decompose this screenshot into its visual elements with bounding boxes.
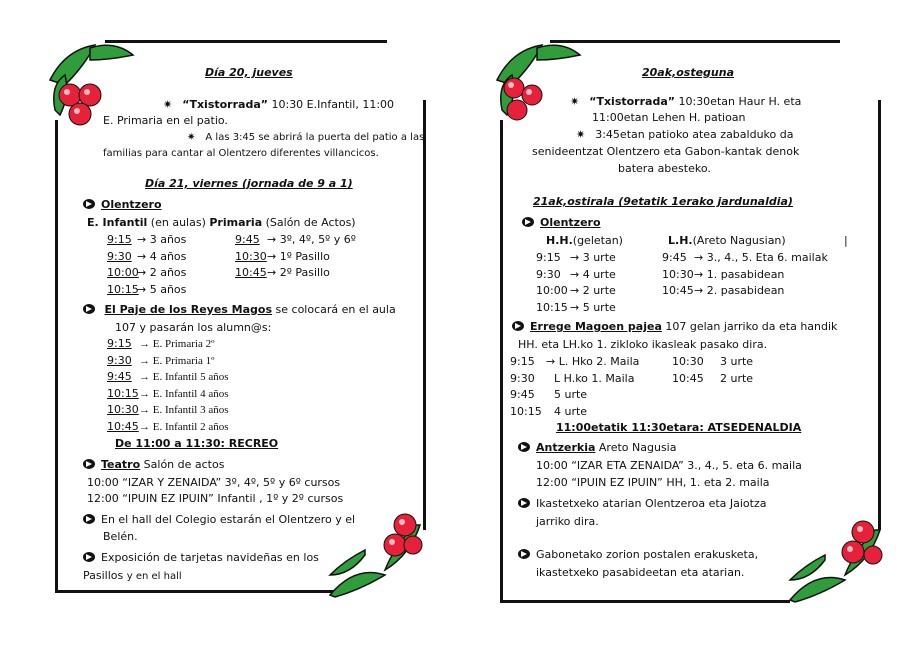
schedule-value: → 3 años — [137, 233, 187, 246]
bottom-border — [500, 600, 790, 603]
errege-time: 9:30 — [510, 371, 535, 385]
paje-value: → E. Primaria 1º — [139, 354, 215, 367]
schedule-value: → 4 urte — [570, 267, 616, 281]
hall-line: En el hall del Colegio estarán el Olentzero y el — [83, 513, 355, 527]
expo-line2: Pasillos y en el hall — [83, 569, 182, 582]
star-bullet-icon: ✷ — [570, 95, 580, 108]
schedule-value: → 5 años — [137, 282, 187, 296]
errege-time: 9:45 — [510, 388, 535, 401]
holly-icon — [45, 40, 135, 130]
recreo: De 11:00 a 11:30: RECREO — [115, 437, 279, 450]
teatro-line: Teatro Salón de actos — [83, 458, 224, 472]
txistorrada-line: ✷ “Txistorrada” 10:30 E.Infantil, 11:00 — [163, 98, 395, 111]
paje-time: 10:30 — [107, 403, 139, 416]
top-border — [550, 40, 840, 43]
arrow-bullet-icon — [518, 549, 530, 559]
schedule-time: 9:45 — [662, 251, 687, 264]
olentzero-heading: Olentzero — [83, 198, 162, 212]
schedule-time: 9:45 — [235, 233, 260, 246]
schedule-time: 9:15 — [107, 233, 132, 246]
paje-value: → E. Infantil 2 años — [139, 420, 229, 433]
patio-line: ✷ A las 3:45 se abrirá la puerta del patio a las — [187, 132, 425, 143]
schedule-value: → 5 urte — [570, 300, 616, 314]
antzerkia-line2: 12:00 “IPUIN EZ IPUIN” HH, 1. eta 2. maila — [536, 476, 770, 489]
schedule-time: 10:30 — [662, 267, 694, 281]
holly-icon — [492, 40, 582, 130]
schedule-value: → 2. pasabidean — [694, 284, 785, 297]
errege-value: 3 urte — [720, 355, 754, 368]
patio-line2: familias para cantar al Olentzero diferentes villancicos. — [103, 148, 379, 159]
stray-bar: | — [844, 234, 848, 247]
arrow-bullet-icon — [83, 552, 95, 562]
arrow-bullet-icon — [518, 498, 530, 508]
patio-line: ✷ 3:45etan patioko atea zabalduko da — [576, 128, 794, 141]
schedule-time: 9:30 — [536, 267, 561, 281]
paje-value: → E. Infantil 3 años — [139, 404, 229, 416]
day20-title: Día 20, jueves — [205, 66, 293, 79]
day20-title: 20ak,osteguna — [642, 66, 735, 79]
schedule-value: → 4 años — [137, 249, 187, 263]
bottom-border — [55, 590, 335, 593]
day21-title: 21ak,ostirala (9etatik 1erako jardunaldia) — [533, 195, 793, 208]
right-border — [423, 100, 426, 530]
arrow-bullet-icon — [83, 304, 95, 314]
schedule-value: → 1º Pasillo — [267, 249, 330, 263]
right-border — [878, 100, 881, 530]
star-bullet-icon: ✷ — [187, 132, 196, 143]
arrow-bullet-icon — [518, 442, 530, 452]
olentzero-heading: Olentzero — [522, 216, 601, 230]
errege-value: L H.ko 1. Maila — [554, 371, 635, 385]
gabon-line: Gabonetako zorion postalen erakusketa, — [518, 548, 758, 562]
schedule-value: → 3º, 4º, 5º y 6º — [267, 233, 356, 246]
olentzero-groups-lh: L.H.(Areto Nagusian) — [668, 234, 786, 247]
antzerkia-line: Antzerkia Areto Nagusia — [518, 441, 676, 455]
hall-line2: Belén. — [103, 530, 138, 543]
errege-value: 2 urte — [720, 371, 754, 385]
paje-time: 10:45 — [107, 419, 139, 433]
left-border — [55, 120, 58, 590]
paje-line: El Paje de los Reyes Magos se colocará en el aula — [83, 303, 396, 317]
schedule-time: 10:00 — [107, 266, 139, 279]
arrow-bullet-icon — [83, 459, 95, 469]
errege-time: 10:45 — [672, 371, 704, 385]
errege-time: 10:15 — [510, 404, 542, 418]
errege-line2: HH. eta LH.ko 1. zikloko ikasleak pasako dira. — [518, 338, 768, 351]
paje-line2: 107 y pasarán los alumn@s: — [115, 321, 272, 334]
olentzero-groups: H.H.(geletan) — [546, 234, 623, 247]
arrow-bullet-icon — [83, 199, 95, 209]
star-bullet-icon: ✷ — [163, 98, 173, 111]
patio-line3: batera abesteko. — [618, 162, 711, 175]
txistorrada-line2: E. Primaria en el patio. — [103, 114, 228, 127]
arrow-bullet-icon — [83, 514, 95, 524]
schedule-time: 9:15 — [536, 251, 561, 264]
arrow-bullet-icon — [522, 217, 534, 227]
gabon-line2: ikastetxeko pasabideetan eta atarian. — [536, 566, 745, 579]
errege-value: → L. Hko 2. Maila — [546, 355, 640, 368]
errege-value: 5 urte — [554, 388, 588, 401]
schedule-time: 10:45 — [235, 266, 267, 279]
errege-line: Errege Magoen pajea 107 gelan jarriko da eta handik — [512, 320, 837, 334]
ikastetxe-line2: jarriko dira. — [536, 515, 599, 528]
schedule-value: → 3., 4., 5. Eta 6. mailak — [694, 251, 828, 264]
paje-value: → E. Infantil 4 años — [139, 387, 229, 400]
olentzero-groups: E. Infantil (en aulas) Primaria (Salón de Actos) — [87, 216, 356, 229]
atsedenaldia: 11:00etatik 11:30etara: ATSEDENALDIA — [556, 421, 802, 434]
schedule-value: → 2 años — [137, 266, 187, 279]
schedule-time: 9:30 — [107, 249, 132, 263]
errege-time: 9:15 — [510, 355, 535, 368]
schedule-time: 10:30 — [235, 249, 267, 263]
star-bullet-icon: ✷ — [576, 128, 586, 141]
schedule-value: → 3 urte — [570, 251, 616, 264]
left-border — [500, 120, 503, 600]
schedule-time: 10:15 — [536, 300, 568, 314]
paje-time: 9:45 — [107, 370, 132, 383]
patio-line2: senideentzat Olentzero eta Gabon-kantak denok — [532, 145, 800, 158]
top-border — [105, 40, 387, 43]
txistorrada-line: ✷ “Txistorrada” 10:30etan Haur H. eta — [570, 95, 802, 108]
paje-time: 9:15 — [107, 337, 132, 350]
paje-value: → E. Infantil 5 años — [139, 371, 229, 383]
schedule-time: 10:45 — [662, 284, 694, 297]
day21-title: Día 21, viernes (jornada de 9 a 1) — [145, 177, 353, 190]
holly-icon — [325, 505, 425, 600]
schedule-time: 10:00 — [536, 284, 568, 297]
txistorrada-line2: 11:00etan Lehen H. patioan — [592, 111, 746, 124]
schedule-time: 10:15 — [107, 282, 139, 296]
antzerkia-line1: 10:00 “IZAR ETA ZENAIDA” 3., 4., 5. eta 6. maila — [536, 459, 802, 472]
paje-time: 10:15 — [107, 386, 139, 400]
errege-value: 4 urte — [554, 404, 588, 418]
arrow-bullet-icon — [512, 321, 524, 331]
schedule-value: → 1. pasabidean — [694, 267, 785, 281]
ikastetxe-line: Ikastetxeko atarian Olentzeroa eta Jaiotza — [518, 497, 766, 511]
paje-time: 9:30 — [107, 353, 132, 367]
teatro-line2: 12:00 “IPUIN EZ IPUIN” Infantil , 1º y 2º cursos — [87, 492, 344, 505]
errege-time: 10:30 — [672, 355, 704, 368]
paje-value: → E. Primaria 2º — [139, 338, 215, 350]
teatro-line1: 10:00 “IZAR Y ZENAIDA” 3º, 4º, 5º y 6º cursos — [87, 476, 341, 489]
schedule-value: → 2 urte — [570, 284, 616, 297]
schedule-value: → 2º Pasillo — [267, 266, 330, 279]
expo-line: Exposición de tarjetas navideñas en los — [83, 551, 319, 565]
holly-icon — [785, 510, 885, 605]
